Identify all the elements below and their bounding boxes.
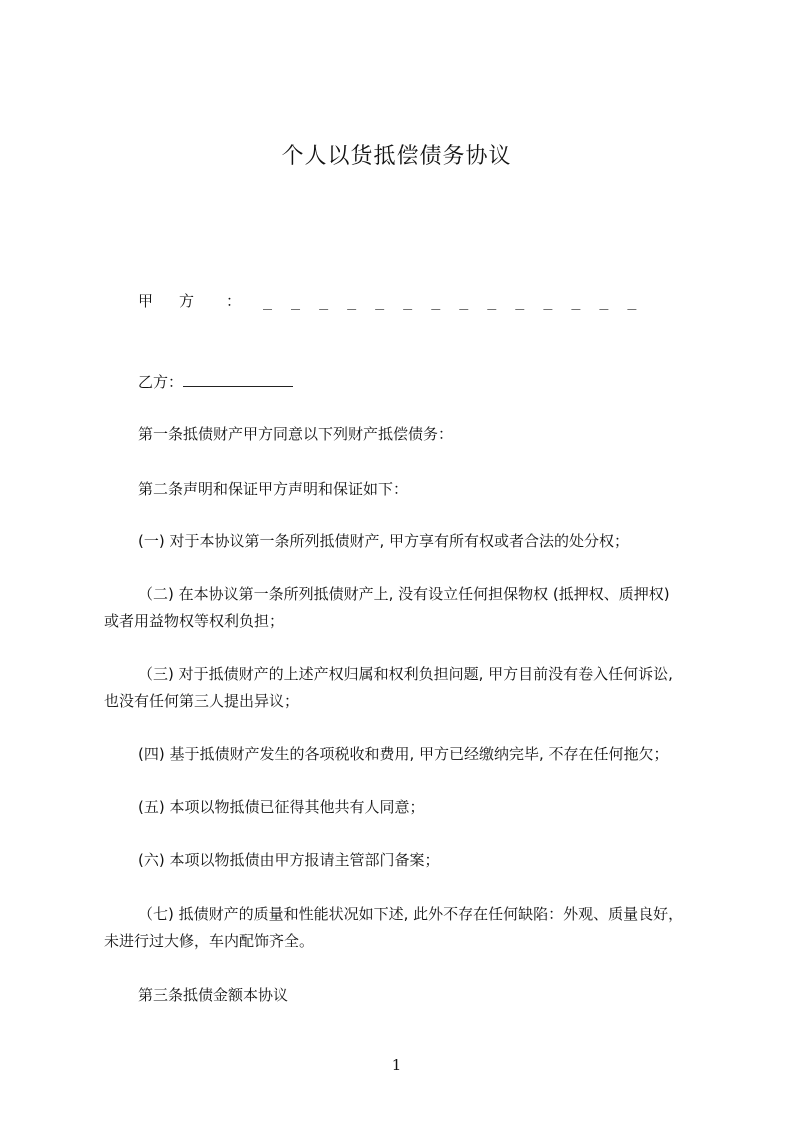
clause-7-line-2: 未进行过大修，车内配饰齐全。 [104,932,315,950]
party-b-blank [183,370,293,387]
clause-4: (四) 基于抵债财产发生的各项税收和费用, 甲方已经缴纳完毕, 不存在任何拖欠； [138,745,669,763]
clause-3-line-1: （三) 对于抵债财产的上述产权归属和权利负担问题, 甲方目前没有卷入任何诉讼, [138,665,673,683]
clause-7-line-1: （七) 抵债财产的质量和性能状况如下述, 此外不存在任何缺陷：外观、质量良好， [138,905,684,923]
party-b-line [138,370,293,393]
document-title: 个人以货抵偿债务协议 [281,144,512,169]
article-2: 第二条声明和保证甲方声明和保证如下： [138,480,409,498]
party-a-line [138,290,708,312]
clause-3-line-2: 也没有任何第三人提出异议； [104,692,300,710]
clause-5: (五) 本项以物抵债已征得其他共有人同意； [138,798,425,816]
article-1: 第一条抵债财产甲方同意以下列财产抵偿债务： [138,425,454,443]
clause-6: (六) 本项以物抵债由甲方报请主管部门备案； [138,851,440,869]
clause-1: (一) 对于本协议第一条所列抵债财产, 甲方享有所有权或者合法的处分权； [138,532,630,550]
article-3: 第三条抵债金额本协议 [138,986,289,1004]
party-a-label: 甲方 [138,292,221,310]
party-b-label: 乙方： [138,373,184,391]
clause-2-line-2: 或者用益物权等权利负担； [104,612,285,630]
party-a-colon: ： [226,292,242,310]
party-a-blank: ______________ [263,292,656,310]
clause-2-line-1: （二) 在本协议第一条所列抵债财产上, 没有设立任何担保物权 (抵押权、质押权) [138,585,670,603]
page-number: 1 [391,1056,402,1074]
